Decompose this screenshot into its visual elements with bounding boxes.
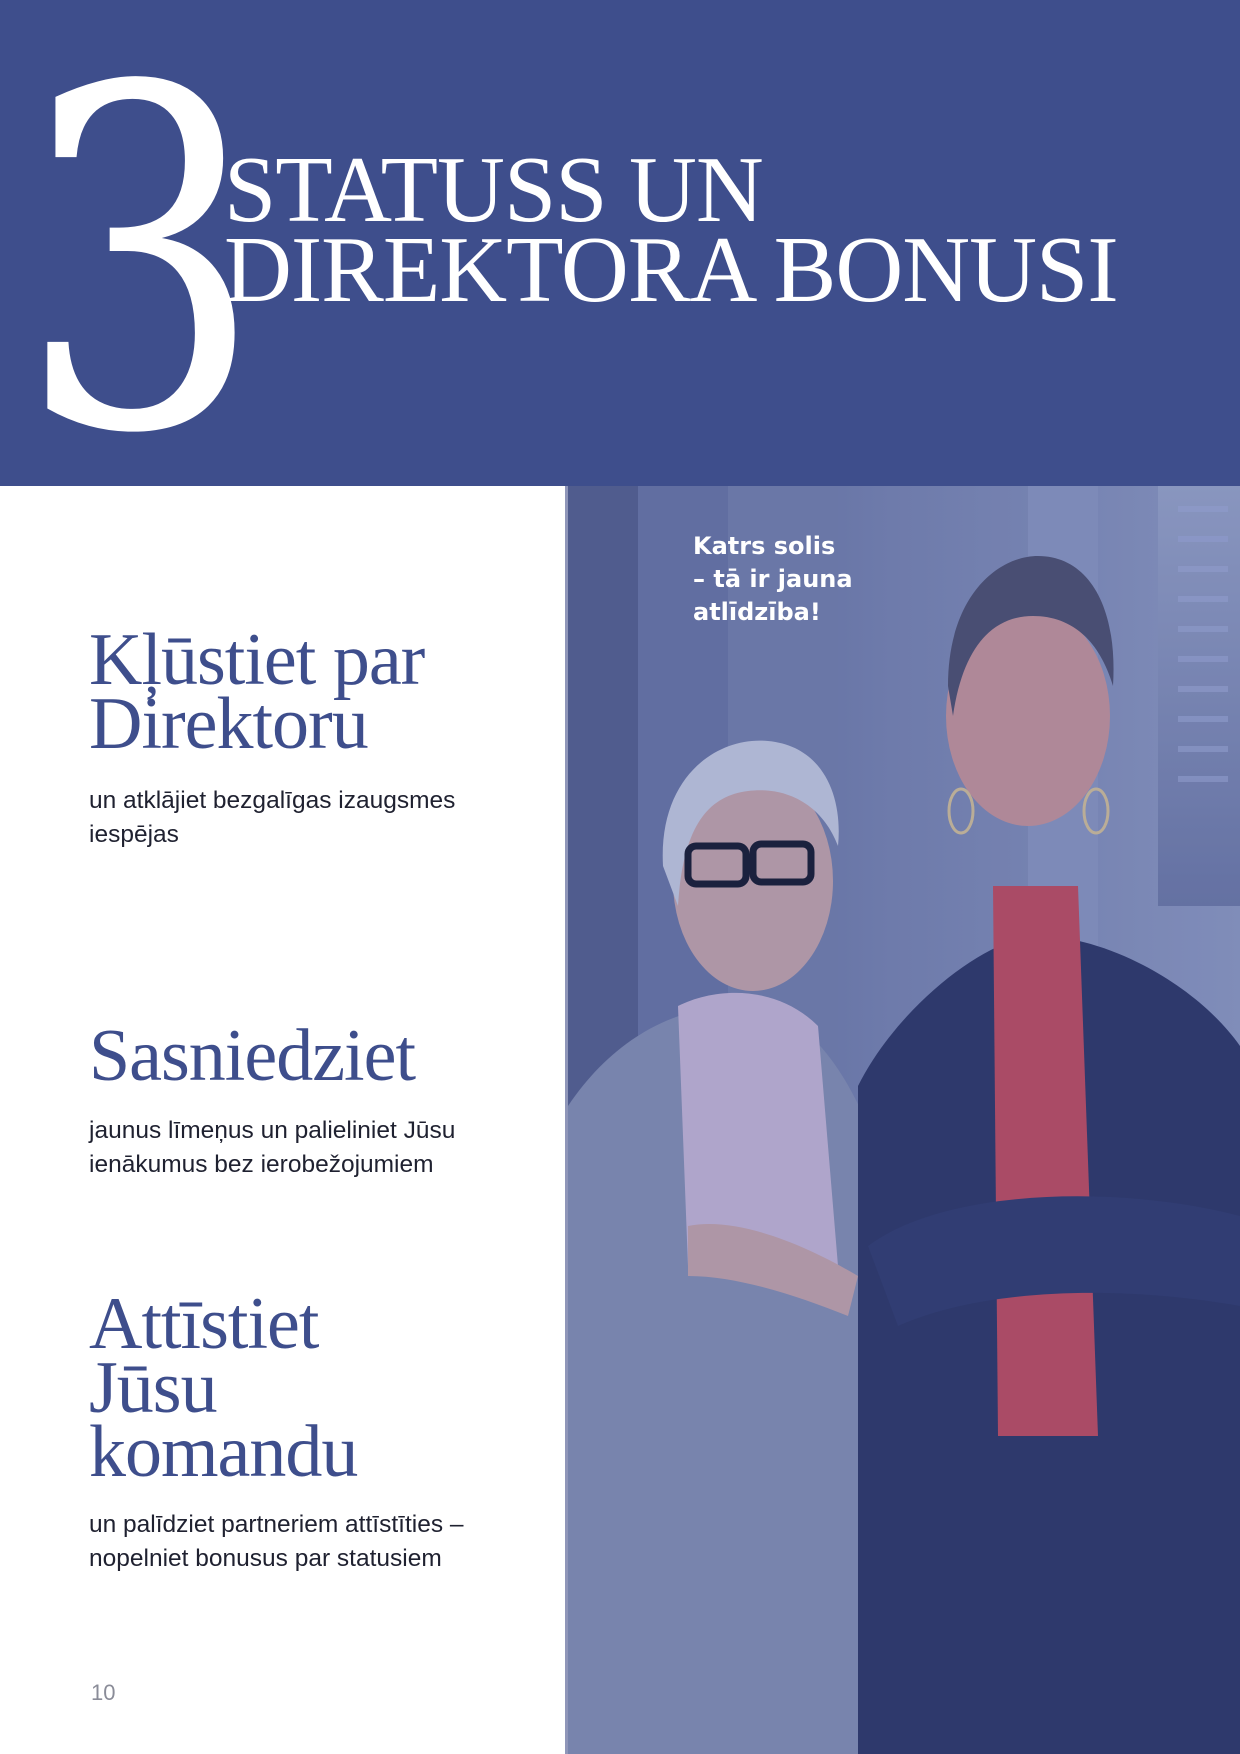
section-text — [89, 1114, 549, 1182]
section-text — [89, 784, 549, 852]
section-text-line: un atklājiet bezgalīgas izaugsmes — [89, 787, 456, 814]
section-heading — [89, 1283, 549, 1493]
section-text-line: jaunus līmeņus un palieliniet Jūsu — [89, 1117, 456, 1144]
section-develop-team — [89, 1283, 549, 1576]
section-heading-line: Jūsu — [89, 1347, 217, 1429]
section-text-line: ienākumus bez ierobežojumiem — [89, 1151, 434, 1178]
tagline-line: atlīdzība! — [693, 598, 821, 626]
section-become-director — [89, 619, 549, 852]
chapter-title — [224, 138, 1118, 322]
page-number: 10 — [91, 1680, 116, 1705]
chapter-number: 3 — [18, 0, 264, 486]
section-heading — [89, 1015, 549, 1097]
section-heading-line: Direktoru — [89, 683, 368, 765]
section-heading — [89, 619, 549, 765]
photo-tagline — [693, 530, 953, 629]
section-text-line: nopelniet bonusus par statusiem — [89, 1545, 442, 1572]
section-achieve — [89, 1015, 549, 1182]
section-text-line: iespējas — [89, 821, 179, 848]
text-column — [0, 486, 568, 1754]
chapter-title-line-1: STATUSS UN — [224, 138, 763, 242]
section-heading-line: komandu — [89, 1411, 358, 1493]
tagline-line: – tā ir jauna — [693, 565, 853, 593]
tagline-line: Katrs solis — [693, 532, 836, 560]
photo-illustration — [568, 486, 1240, 1754]
section-text — [89, 1508, 549, 1576]
section-heading-line: Kļūstiet par — [89, 619, 425, 701]
photo-two-businesswomen — [568, 486, 1240, 1754]
chapter-header — [0, 0, 1240, 486]
chapter-title-line-2: DIREKTORA BONUSI — [224, 218, 1118, 322]
section-heading-line: Sasniedziet — [89, 1015, 416, 1097]
section-heading-line: Attīstiet — [89, 1283, 319, 1365]
section-text-line: un palīdziet partneriem attīstīties – — [89, 1511, 464, 1538]
